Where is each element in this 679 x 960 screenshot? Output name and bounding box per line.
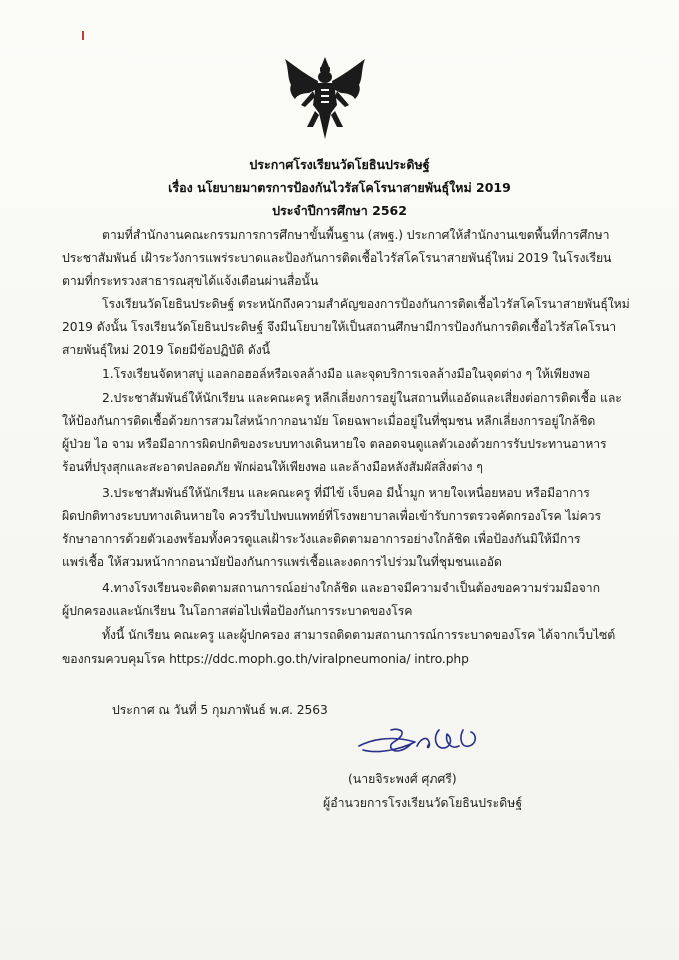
text-line: ร้อนที่ปรุงสุกและสะอาดปลอดภัย พักผ่อนให้เพียงพอ และล้างมือหลังสัมผัสสิ่งต่าง ๆ xyxy=(62,460,483,474)
text-line: ทั้งนี้ นักเรียน คณะครู และผู้ปกครอง สามารถติดตามสถานการณ์การระบาดของโรค ได้จากเว็บไซต์ xyxy=(102,628,616,642)
text-line: ผิดปกติทางระบบทางเดินหายใจ ควรรีบไปพบแพทย์ที่โรงพยาบาลเพื่อเข้ารับการตรวจคัดกรองโรค ไม่ควร xyxy=(62,509,601,523)
announcement-title: ประกาศโรงเรียนวัดโยธินประดิษฐ์ xyxy=(249,157,430,172)
text-line: ให้ป้องกันการติดเชื้อด้วยการสวมใส่หน้ากากอนามัย โดยฉพาะเมื่ออยู่ในที่ชุมชน หลีกเลี่ยงการอยู่ใกล้ชิด xyxy=(62,414,596,428)
list-item: 4.ทางโรงเรียนจะติดตามสถานการณ์อย่างใกล้ชิด และอาจมีความจำเป็นต้องขอความร่วมมือจาก xyxy=(102,581,600,595)
announcement-subject: เรื่อง นโยบายมาตรการป้องกันไวรัสโคโรนาสายพันธุ์ใหม่ 2019 xyxy=(168,180,511,195)
garuda-emblem-icon xyxy=(283,55,367,141)
list-item: 2.ประชาสัมพันธ์ให้นักเรียน และคณะครู หลีกเลี่ยงการอยู่ในสถานที่แออัดและเสี่ยงต่อการติดเชื้อ และ xyxy=(102,391,622,405)
text-line: แพร่เชื้อ ให้สวมหน้ากากอนามัยป้องกันการแพร่เชื้อและงดการไปร่วมในที่ชุมชนแออัด xyxy=(62,555,502,569)
text-line: ผู้ป่วย ไอ จาม หรือมีอาการผิดปกติของระบบทางเดินหายใจ ตลอดจนดูแลตัวเองด้วยการรับประทานอาหาร xyxy=(62,437,607,451)
signer-position: ผู้อำนวยการโรงเรียนวัดโยธินประดิษฐ์ xyxy=(323,796,523,810)
academic-year: ประจำปีการศึกษา 2562 xyxy=(272,203,407,218)
list-item: 3.ประชาสัมพันธ์ให้นักเรียน และคณะครู ที่มีไข้ เจ็บคอ มีน้ำมูก หายใจเหนื่อยหอบ หรือมีอาการ xyxy=(102,486,590,500)
list-item: 1.โรงเรียนจัดหาสบู่ แอลกอฮอล์หรือเจลล้างมือ และจุดบริการเจลล้างมือในจุดต่าง ๆ ให้เพียงพอ xyxy=(102,367,591,381)
signer-name: (นายจิระพงศ์ ศุภศรี) xyxy=(348,772,457,786)
text-line: ของกรมควบคุมโรค https://ddc.moph.go.th/viralpneumonia/ intro.php xyxy=(62,652,469,666)
text-line: รักษาอาการด้วยตัวเองพร้อมทั้งควรดูแลเฝ้าระวังและติดตามอาการอย่างใกล้ชิด เพื่อป้องกันมิให้มีการ xyxy=(62,532,581,546)
text-line: โรงเรียนวัดโยธินประดิษฐ์ ตระหนักถึงความสำคัญของการป้องกันการติดเชื้อไวรัสโคโรนาสายพันธุ์ใหม่ xyxy=(102,297,630,311)
text-line: ผู้ปกครองและนักเรียน ในโอกาสต่อไปเพื่อป้องกันการระบาดของโรค xyxy=(62,604,413,618)
text-line: 2019 ดังนั้น โรงเรียนวัดโยธินประดิษฐ์ จึงมีนโยบายให้เป็นสถานศึกษามีการป้องกันการติดเชื้อไวรัสโคโรนา xyxy=(62,320,617,334)
text-line: ตามที่สำนักงานคณะกรรมการการศึกษาขั้นพื้นฐาน (สพฐ.) ประกาศให้สำนักงานเขตพื้นที่การศึกษา xyxy=(102,228,610,242)
text-line: ตามที่กระทรวงสาธารณสุขได้แจ้งเตือนผ่านสื่อนั้น xyxy=(62,274,319,288)
text-line: ประชาสัมพันธ์ เฝ้าระวังการแพร่ระบาดและป้องกันการติดเชื้อไวรัสโคโรนาสายพันธุ์ใหม่ 2019 ในโรงเรียน xyxy=(62,251,612,265)
red-mark xyxy=(82,31,84,40)
announcement-date: ประกาศ ณ วันที่ 5 กุมภาพันธ์ พ.ศ. 2563 xyxy=(112,703,328,717)
signature-icon xyxy=(355,720,485,762)
text-line: สายพันธุ์ใหม่ 2019 โดยมีข้อปฏิบัติ ดังนี้ xyxy=(62,343,270,357)
